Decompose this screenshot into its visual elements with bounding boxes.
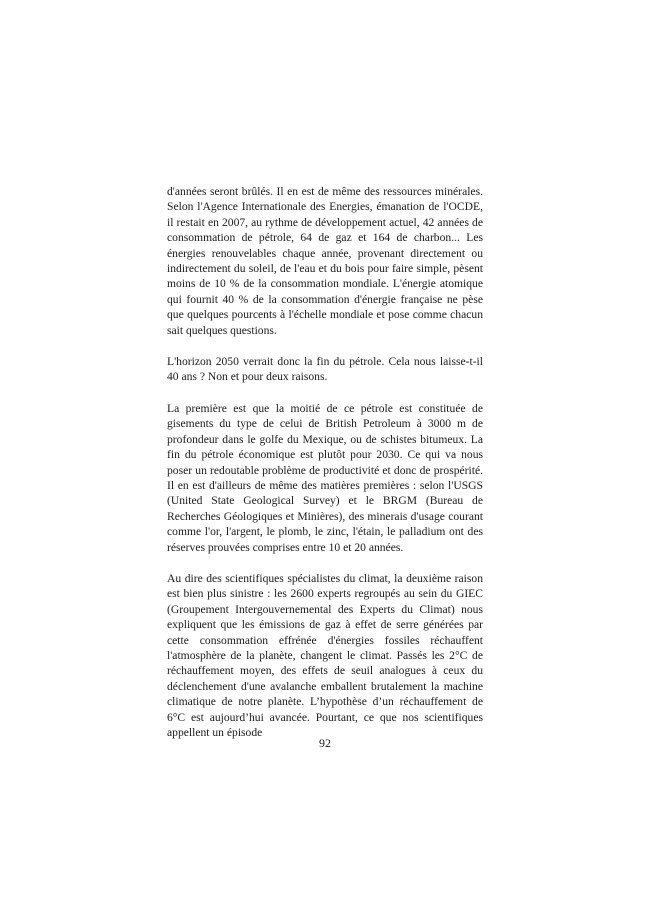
paragraph-4: Au dire des scientifiques spécialistes du climat, la deuxième raison est bien plus sinistre : les 2600 experts regroupés au sein du GIEC (Groupement Intergouvernemental des Experts du Climat) nous expliquent que les émissions de gaz à effet de serre générées par cette consommation effrénée d'énergies fossiles réchauffent l'atmosphère de la planète, changent le climat. Passés les 2°C de réchauffement moyen, des effets de seuil analogues à ceux du déclenchement d'une avalanche emballent brutalement la machine climatique de notre planète. L’hypothèse d’un réchauffement de 6°C est aujourd’hui avancée. Pourtant, ce que nos scientifiques appellent un épisode <box>167 571 483 739</box>
page-body <box>167 184 483 756</box>
paragraph-1: d'années seront brûlés. Il en est de même des ressources minérales. Selon l'Agence Internationale des Energies, émanation de l'OCDE, il restait en 2007, au rythme de développement actuel, 42 années de consommation de pétrole, 64 de gaz et 164 de charbon... Les énergies renouvelables chaque année, provenant directement ou indirectement du soleil, de l'eau et du bois pour faire simple, pèsent moins de 10 % de la consommation mondiale. L'énergie atomique qui fournit 40 % de la consommation d'énergie française ne pèse que quelques pourcents à l'échelle mondiale et pose comme chacun sait quelques questions. <box>167 185 483 337</box>
paragraph-3: La première est que la moitié de ce pétrole est constituée de gisements du type de celui de British Petroleum à 3000 m de profondeur dans le golfe du Mexique, ou de schistes bitumeux. La fin du pétrole économique est plutôt pour 2030. Ce qui va nous poser un redoutable problème de productivité et donc de prospérité. Il en est d'ailleurs de même des matières premières : selon l'USGS (United State Geological Survey) et le BRGM (Bureau de Recherches Géologiques et Minières), des minerais d'usage courant comme l'or, l'argent, le plomb, le zinc, l'étain, le palladium ont des réserves prouvées comprises entre 10 et 20 années. <box>167 401 483 554</box>
page-number: 92 <box>319 736 331 750</box>
paragraph-2: L'horizon 2050 verrait donc la fin du pétrole. Cela nous laisse-t-il 40 ans ? Non et pour deux raisons. <box>167 355 483 384</box>
